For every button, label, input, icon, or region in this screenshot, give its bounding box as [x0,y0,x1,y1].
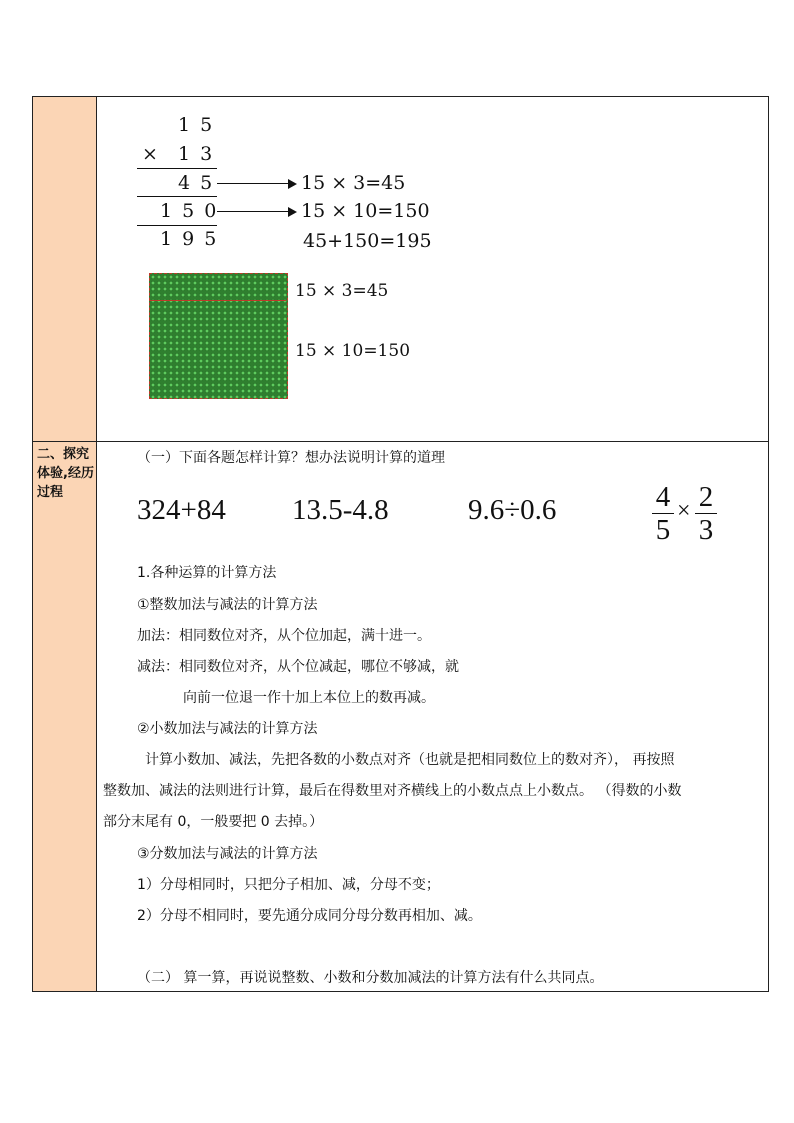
fraction-rule-2: 2）分母不相同时，要先通分成同分母分数再相加、减。 [137,908,482,924]
section-label-column [33,97,97,991]
fraction-1 [652,482,674,545]
expression-2: 13.5-4.8 [292,494,389,526]
final-product: 1 9 5 [160,228,219,250]
equation-3: 45+150=195 [303,230,432,252]
fraction-times-sign: × [677,498,691,524]
equation-1: 15 × 3=45 [301,172,406,194]
fraction-2 [695,482,717,545]
arrow-1 [217,183,295,184]
fraction-2-denominator: 3 [698,514,714,546]
partial-product-2: 1 5 0 [160,200,219,222]
subheading-integer: ①整数加法与减法的计算方法 [137,597,318,613]
fraction-2-numerator: 2 [698,481,714,513]
section-label: 二、探究体验,经历过程 [37,447,94,500]
multiplicand: 1 5 [178,114,215,136]
prompt-1: （一）下面各题怎样计算？想办法说明计算的道理 [137,450,445,466]
fraction-1-denominator: 5 [655,514,671,546]
arrow-2 [217,211,295,212]
dot-grid-diagram [149,273,288,399]
subheading-decimal: ②小数加法与减法的计算方法 [137,721,318,737]
dot-grid-label-top: 15 × 3=45 [295,281,389,301]
times-sign: × [142,143,160,165]
decimal-rule-line-3: 部分末尾有 0，一般要把 0 去掉。） [103,814,324,830]
expression-1: 324+84 [137,494,226,526]
subtraction-rule-line-2: 向前一位退一作十加上本位上的数再减。 [183,690,435,706]
subheading-fraction: ③分数加法与减法的计算方法 [137,846,318,862]
partial-product-1: 4 5 [178,172,215,194]
multiplier: 1 3 [178,143,215,165]
decimal-rule-line-2: 整数加、减法的法则进行计算，最后在得数里对齐横线上的小数点点上小数点。 （得数的小数 [103,783,682,799]
multiplication-line-1 [137,168,217,169]
fraction-rule-1: 1）分母相同时，只把分子相加、减，分母不变； [137,877,440,893]
multiplication-line-3 [137,225,217,226]
expression-3: 9.6÷0.6 [468,494,557,526]
decimal-rule-line-1: 计算小数加、减法，先把各数的小数点对齐（也就是把相同数位上的数对齐）， 再按照 [145,752,675,768]
prompt-2: （二） 算一算，再说说整数、小数和分数加减法的计算方法有什么共同点。 [137,970,604,986]
subtraction-rule-line-1: 减法：相同数位对齐，从个位减起，哪位不够减，就 [137,659,459,675]
dot-grid-divider [149,300,286,301]
fraction-1-numerator: 4 [655,481,671,513]
multiplication-line-2 [137,196,217,197]
equation-2: 15 × 10=150 [301,200,430,222]
row-divider [33,441,768,442]
dot-grid-label-bottom: 15 × 10=150 [295,341,411,361]
addition-rule: 加法：相同数位对齐，从个位加起，满十进一。 [137,628,431,644]
heading-operation-methods: 1.各种运算的计算方法 [137,565,277,581]
